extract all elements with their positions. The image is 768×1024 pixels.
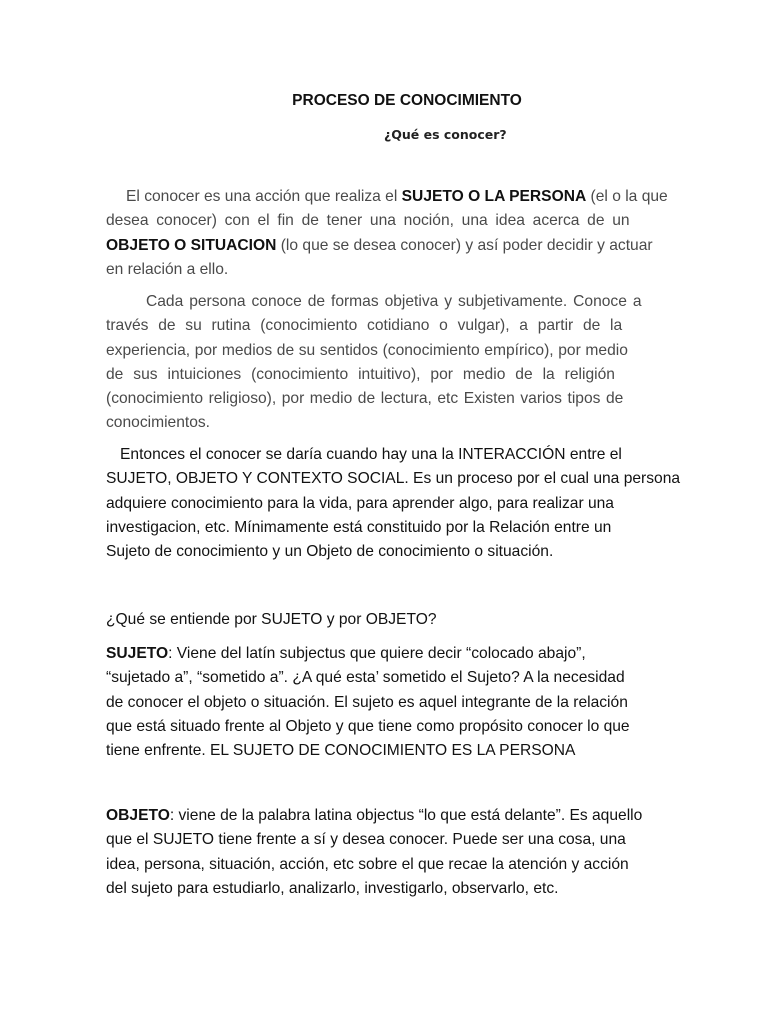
paragraph-line: Sujeto de conocimiento y un Objeto de conocimiento o situación. xyxy=(106,543,554,561)
paragraph-line: idea, persona, situación, acción, etc sobre el que recae la atención y acción xyxy=(106,855,629,873)
paragraph-line: SUJETO, OBJETO Y CONTEXTO SOCIAL. Es un proceso por el cual una persona xyxy=(106,470,681,488)
paragraph-line xyxy=(106,234,661,258)
bold-term: OBJETO xyxy=(106,807,170,824)
paragraph-sujeto xyxy=(106,642,661,763)
section-question xyxy=(106,608,661,632)
paragraph-line: través de su rutina (conocimiento cotidiano o vulgar), a partir de la xyxy=(106,317,623,335)
question-text: ¿Qué se entiende por SUJETO y por OBJETO? xyxy=(106,611,437,628)
paragraph-line: de sus intuiciones (conocimiento intuitivo), por medio de la religión xyxy=(106,365,615,383)
paragraph-line: investigacion, etc. Mínimamente está constituido por la Relación entre un xyxy=(106,518,612,536)
paragraph-line: “sujetado a”, “sometido a”. ¿A qué esta’ sometido el Sujeto? A la necesidad xyxy=(106,669,625,687)
paragraph-line xyxy=(106,642,661,666)
document-subtitle: ¿Qué es conocer? xyxy=(384,127,507,142)
paragraph-line: en relación a ello. xyxy=(106,260,229,278)
paragraph-line xyxy=(106,804,661,828)
text-span: : viene de la palabra latina objectus “lo que está delante”. Es aquello xyxy=(169,807,643,824)
paragraph-line: (conocimiento religioso), por medio de lectura, etc Existen varios tipos de xyxy=(106,390,624,408)
paragraph-line: tiene enfrente. EL SUJETO DE CONOCIMIENTO ES LA PERSONA xyxy=(106,742,576,760)
paragraph-objeto xyxy=(106,804,661,901)
paragraph-line: conocimientos. xyxy=(106,414,211,432)
paragraph-line: de conocer el objeto o situación. El sujeto es aquel integrante de la relación xyxy=(106,693,628,711)
paragraph-line xyxy=(106,185,668,209)
bold-term: SUJETO O LA PERSONA xyxy=(401,188,587,205)
bold-term: OBJETO O SITUACION xyxy=(106,236,277,254)
text-span: (lo que se desea conocer) y así poder decidir y actuar xyxy=(276,236,653,254)
paragraph-line: experiencia, por medios de su sentidos (conocimiento empírico), por medio xyxy=(106,341,628,359)
paragraph-intro xyxy=(106,185,668,282)
paragraph-ways xyxy=(106,290,661,436)
text-span: (el o la que xyxy=(586,188,668,205)
paragraph-interaction xyxy=(106,443,681,564)
text-span: : Viene del latín subjectus que quiere decir “colocado abajo”, xyxy=(168,645,586,662)
paragraph-line: Entonces el conocer se daría cuando hay una la INTERACCIÓN entre el xyxy=(120,446,622,463)
text-span: El conocer es una acción que realiza el xyxy=(126,188,402,205)
paragraph-line: Cada persona conoce de formas objetiva y subjetivamente. Conoce a xyxy=(146,293,642,310)
paragraph-line: desea conocer) con el fin de tener una noción, una idea acerca de un xyxy=(106,212,630,230)
document-title: PROCESO DE CONOCIMIENTO xyxy=(292,92,522,109)
paragraph-line: adquiere conocimiento para la vida, para aprender algo, para realizar una xyxy=(106,494,614,512)
bold-term: SUJETO xyxy=(106,645,169,662)
paragraph-line: que el SUJETO tiene frente a sí y desea conocer. Puede ser una cosa, una xyxy=(106,831,626,849)
paragraph-line: del sujeto para estudiarlo, analizarlo, investigarlo, observarlo, etc. xyxy=(106,879,559,897)
paragraph-line: que está situado frente al Objeto y que tiene como propósito conocer lo que xyxy=(106,717,630,735)
